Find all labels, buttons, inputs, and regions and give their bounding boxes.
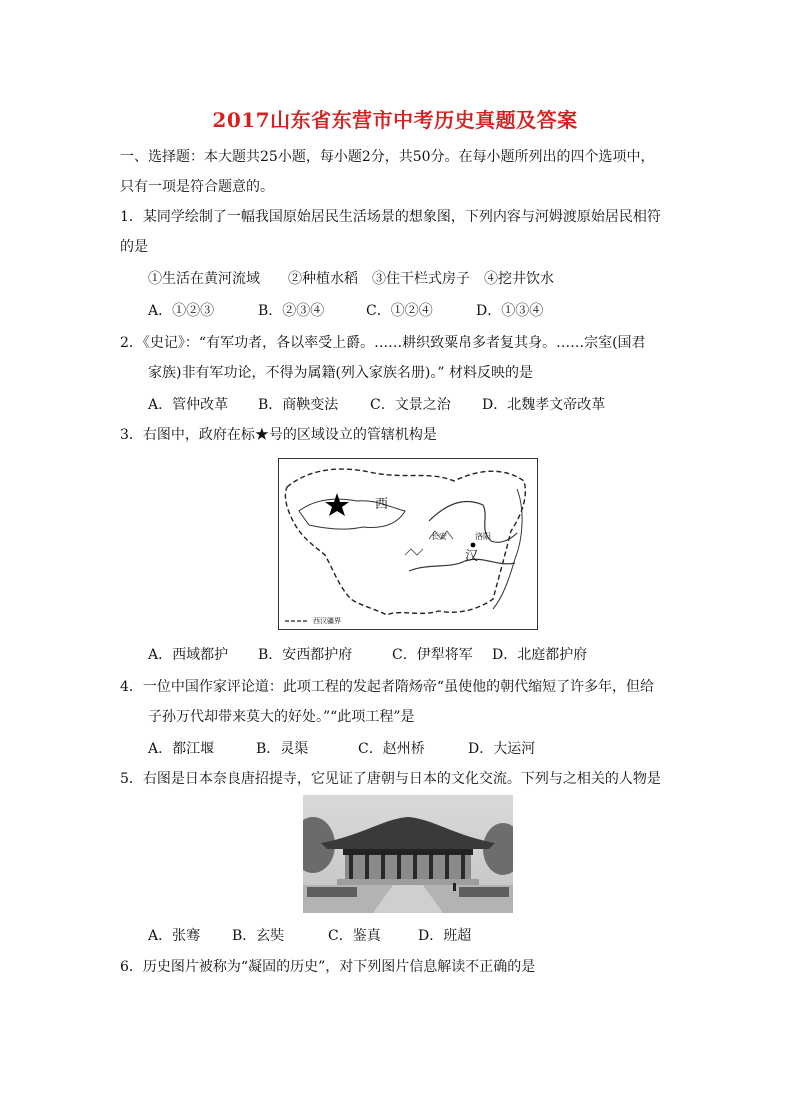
q4-stem-line2: 子孙万代却带来莫大的好处。”“此项工程”是 (148, 709, 415, 725)
section-instructions-line2: 只有一项是符合题意的。 (120, 179, 274, 195)
q4-option-b: B．灵渠 (256, 741, 309, 757)
map-label-luoyang: 洛阳 (475, 532, 491, 541)
section-instructions-line1: 一、选择题：本大题共25小题，每小题2分，共50分。在每小题所列出的四个选项中， (120, 149, 655, 165)
q4-option-d: D．大运河 (468, 741, 536, 757)
q3-option-d: D．北庭都护府 (492, 647, 588, 663)
page-title: 2017山东省东营市中考历史真题及答案 (212, 108, 578, 132)
han-dynasty-map (278, 458, 538, 630)
q4-stem-line1: 4．一位中国作家评论道：此项工程的发起者隋炀帝“虽使他的朝代缩短了许多年，但给 (120, 679, 655, 695)
q3-option-c: C．伊犁将军 (392, 647, 473, 663)
q1-stem-line1: 1．某同学绘制了一幅我国原始居民生活场景的想象图，下列内容与河姆渡原始居民相符 (120, 209, 661, 225)
q5-option-b: B．玄奘 (232, 928, 285, 944)
q3-option-b: B．安西都护府 (258, 647, 353, 663)
map-label-xi: 西 (375, 497, 389, 512)
q1-items: ①生活在黄河流域 ②种植水稻 ③住干栏式房子 ④挖井饮水 (148, 271, 554, 287)
han-border (285, 469, 525, 615)
q2-option-a: A．管仲改革 (148, 397, 229, 413)
western-region-outline (299, 499, 405, 529)
q2-option-d: D．北魏孝文帝改革 (482, 397, 606, 413)
q1-option-d: D．①③④ (476, 303, 544, 319)
q5-option-a: A．张骞 (148, 928, 201, 944)
q4-option-a: A．都江堰 (148, 741, 215, 757)
q6-stem: 6．历史图片被称为“凝固的历史”，对下列图片信息解读不正确的是 (120, 959, 536, 975)
q1-option-c: C．①②④ (366, 303, 433, 319)
q5-stem: 5．右图是日本奈良唐招提寺，它见证了唐朝与日本的文化交流。下列与之相关的人物是 (120, 771, 661, 787)
q5-option-d: D．班超 (418, 928, 472, 944)
map-label-han: 汉 (465, 549, 479, 564)
q2-option-c: C．文景之治 (370, 397, 451, 413)
q2-stem-line2: 家族)非有军功论，不得为属籍(列入家族名册)。” 材料反映的是 (148, 365, 533, 381)
map-drawing (279, 459, 537, 629)
q3-option-a: A．西域都护 (148, 647, 229, 663)
q2-option-b: B．商鞅变法 (258, 397, 339, 413)
q4-option-c: C．赵州桥 (358, 741, 425, 757)
yangtze-river (409, 559, 515, 571)
q1-option-b: B．②③④ (258, 303, 325, 319)
q3-stem: 3．右图中，政府在标★号的区域设立的管辖机构是 (120, 427, 437, 443)
q1-option-a: A．①②③ (148, 303, 215, 319)
temple-drawing (303, 795, 513, 913)
toshodaiji-temple-photo (303, 795, 513, 913)
coastline (493, 489, 522, 609)
q1-stem-line2: 的是 (120, 239, 148, 255)
star-marker (325, 493, 349, 516)
q5-option-c: C．鉴真 (328, 928, 381, 944)
map-legend-label: 西汉疆界 (313, 617, 341, 625)
q2-stem-line1: 2．《史记》：“有军功者，各以率受上爵。……耕织致粟帛多者复其身。……宗室(国君 (120, 335, 646, 351)
map-label-changan: 长安 (431, 532, 447, 541)
